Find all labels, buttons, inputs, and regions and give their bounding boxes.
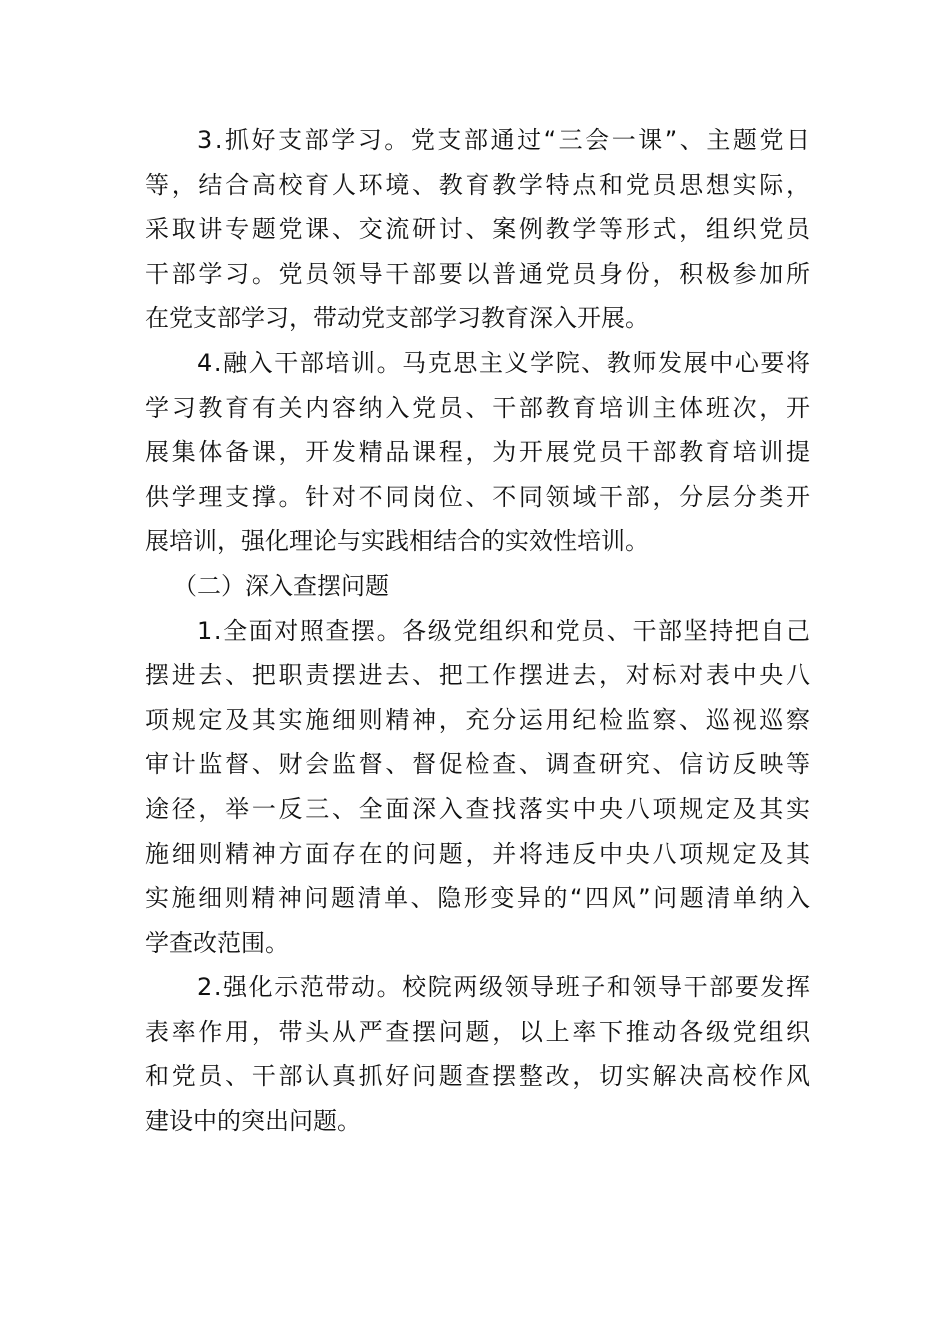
section-heading	[145, 564, 810, 609]
line-text: 摆进去、把职责摆进去、把工作摆进去，对标对表中央八	[145, 661, 813, 690]
line-text: 展培训，强化理论与实践相结合的实效性培训。	[145, 527, 649, 556]
text-line	[145, 609, 810, 654]
text-line	[145, 832, 813, 877]
text-line	[145, 475, 813, 520]
line-text: 途径，举一反三、全面深入查找落实中央八项规定及其实	[145, 794, 813, 823]
line-text: 施细则精神方面存在的问题，并将违反中央八项规定及其	[145, 839, 813, 868]
line-text: 表率作用，带头从严查摆问题，以上率下推动各级党组织	[145, 1017, 813, 1046]
line-text: 1.全面对照查摆。各级党组织和党员、干部坚持把自己	[197, 616, 812, 645]
text-line	[145, 296, 810, 341]
text-line	[145, 252, 813, 297]
text-line	[145, 207, 813, 252]
paragraph-leading-example	[145, 965, 813, 1143]
text-line	[145, 519, 810, 564]
text-line	[145, 341, 810, 386]
line-text: 学查改范围。	[145, 928, 289, 957]
document-body	[145, 118, 813, 1144]
line-text: 实施细则精神问题清单、隐形变异的“四风”问题清单纳入	[145, 884, 813, 913]
text-line	[145, 653, 813, 698]
text-line	[145, 742, 813, 787]
line-text: 建设中的突出问题。	[145, 1107, 361, 1136]
text-line	[145, 163, 813, 208]
line-text: 展集体备课，开发精品课程，为开展党员干部教育培训提	[145, 438, 813, 467]
line-text: 学习教育有关内容纳入党员、干部教育培训主体班次，开	[145, 393, 813, 422]
line-text: 3.抓好支部学习。党支部通过“三会一课”、主题党日	[197, 126, 813, 154]
line-text: 干部学习。党员领导干部要以普通党员身份，积极参加所	[145, 259, 813, 288]
paragraph-comprehensive-check	[145, 609, 813, 966]
line-text: 和党员、干部认真抓好问题查摆整改，切实解决高校作风	[145, 1062, 813, 1091]
line-text: 采取讲专题党课、交流研讨、案例教学等形式，组织党员	[145, 215, 813, 244]
text-line	[145, 965, 810, 1010]
text-line	[145, 921, 810, 966]
paragraph-branch-study	[145, 118, 813, 341]
text-line	[145, 1054, 813, 1099]
text-line	[145, 787, 813, 832]
line-text: 审计监督、财会监督、督促检查、调查研究、信访反映等	[145, 750, 813, 779]
text-line	[145, 118, 813, 163]
text-line	[145, 1010, 813, 1055]
text-line	[145, 430, 813, 475]
line-text: 2.强化示范带动。校院两级领导班子和领导干部要发挥	[197, 973, 812, 1002]
text-line	[145, 1099, 810, 1144]
line-text: 供学理支撑。针对不同岗位、不同领域干部，分层分类开	[145, 482, 813, 511]
heading-line	[145, 564, 810, 609]
heading-text: （二）深入查摆问题	[173, 571, 389, 600]
text-line	[145, 698, 813, 743]
line-text: 项规定及其实施细则精神，充分运用纪检监察、巡视巡察	[145, 705, 813, 734]
line-text: 在党支部学习，带动党支部学习教育深入开展。	[145, 304, 649, 333]
line-text: 4.融入干部培训。马克思主义学院、教师发展中心要将	[197, 348, 812, 377]
text-line	[145, 876, 813, 921]
line-text: 等，结合高校育人环境、教育教学特点和党员思想实际，	[145, 170, 813, 199]
paragraph-cadre-training	[145, 341, 813, 564]
text-line	[145, 386, 813, 431]
